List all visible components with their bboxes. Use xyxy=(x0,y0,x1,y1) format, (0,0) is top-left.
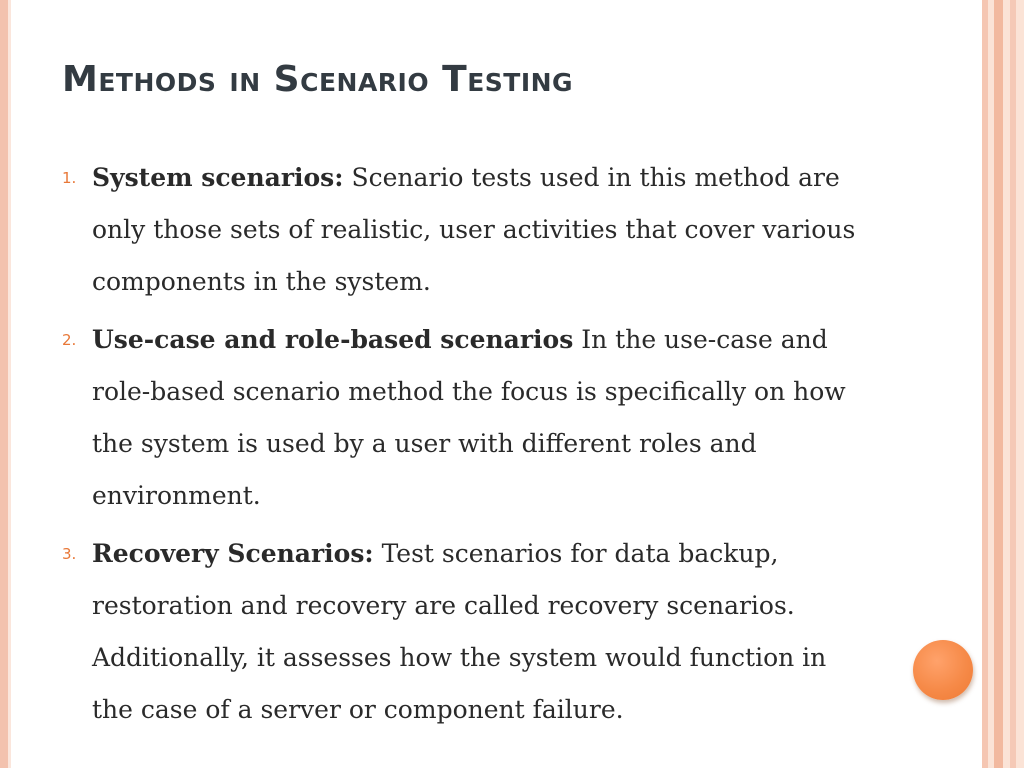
list-item-term: Recovery Scenarios: xyxy=(92,539,374,568)
list-item-term: System scenarios: xyxy=(92,163,344,192)
list-item-recovery-scenarios xyxy=(62,528,862,736)
list-number: 1. xyxy=(62,169,77,187)
list-item-text: Test scenarios for data backup, restoration and recovery are called recovery scenarios. Additionally, it assesses how the system would function in the case of a server or component failure. xyxy=(92,539,827,724)
methods-list xyxy=(62,152,862,742)
slide-title: Methods in Scenario Testing xyxy=(62,59,574,100)
right-border-panel xyxy=(982,0,1024,768)
right-border-stripe-1 xyxy=(982,0,988,768)
list-item-term: Use-case and role-based scenarios xyxy=(92,325,574,354)
right-border-stripe-2 xyxy=(994,0,1003,768)
orange-circle-decoration xyxy=(913,640,973,700)
list-item-system-scenarios xyxy=(62,152,862,308)
left-border-stripe xyxy=(0,0,8,768)
list-number: 3. xyxy=(62,545,77,563)
left-border-highlight xyxy=(8,0,11,768)
list-item-use-case-scenarios xyxy=(62,314,862,522)
list-number: 2. xyxy=(62,331,77,349)
right-border-stripe-3 xyxy=(1010,0,1016,768)
list-item-text: In the use-case and role-based scenario method the focus is specifically on how the system is used by a user with different roles and environment. xyxy=(92,325,846,510)
list-item-text: Scenario tests used in this method are only those sets of realistic, user activities that cover various components in the system. xyxy=(92,163,856,296)
